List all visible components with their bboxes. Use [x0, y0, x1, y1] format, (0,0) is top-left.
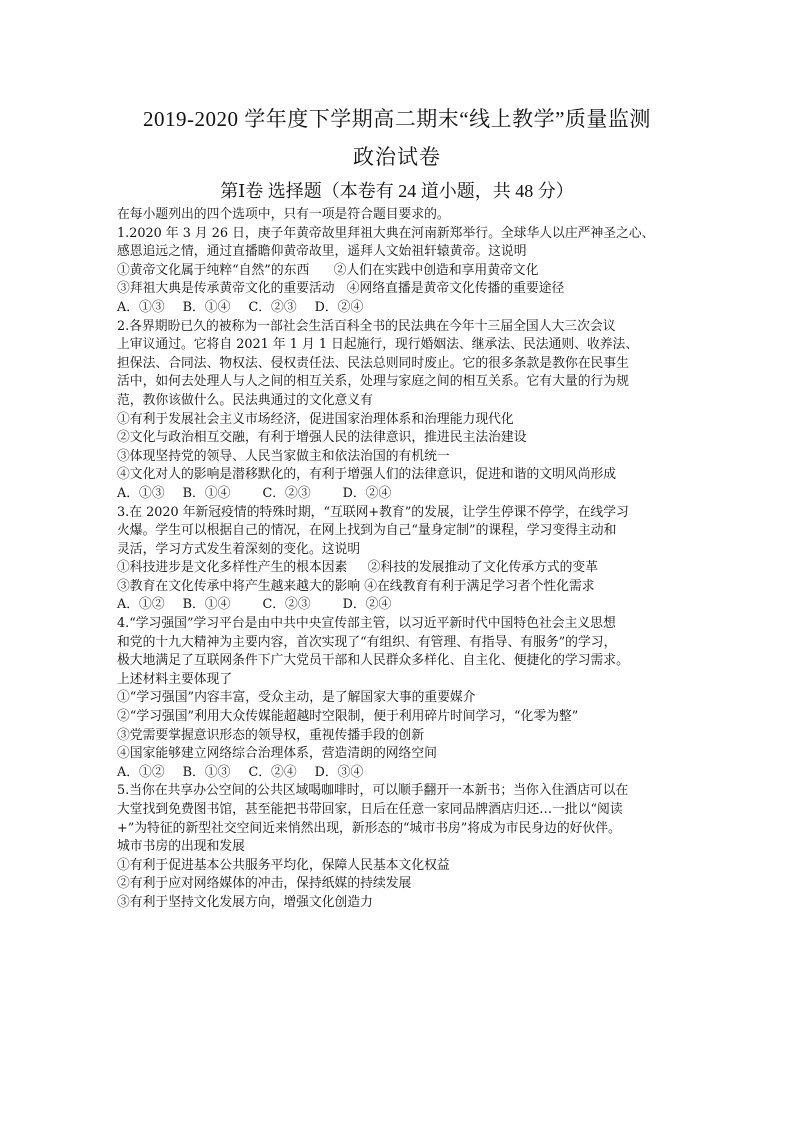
question-1-options-line: ①黄帝文化属于纯粹“自然”的东西 ②人们在实践中创造和享用黄帝文化: [117, 262, 539, 278]
question-2-stem-line: 范，教你该做什么。民法典通过的文化意义有: [117, 392, 373, 408]
question-4: [117, 615, 682, 782]
answer-d: D．②④: [342, 597, 392, 613]
question-3-stem-line: 火爆。学生可以根据自己的情况，在网上找到为自己“量身定制”的课程，学习变得主动和: [117, 523, 617, 539]
question-4-stem-line: 4.“学习强国”学习平台是由中共中央宣传部主管，以习近平新时代中国特色社会主义思想: [117, 616, 616, 632]
subject-title: 政治试卷: [353, 145, 441, 169]
question-1-stem-line: 1.2020 年 3 月 26 日，庚子年黄帝故里拜祖大典在河南新郑举行。全球华人以庄严神圣之心、: [117, 225, 655, 241]
answer-c: C．②③: [262, 485, 311, 501]
question-2-option-1: ①有利于发展社会主义市场经济，促进国家治理体系和治理能力现代化: [117, 411, 514, 427]
answer-d: D．②④: [314, 299, 364, 315]
question-3: [117, 504, 682, 616]
question-2-stem-line: 上审议通过。它将自 2021 年 1 月 1 日起施行，现行婚姻法、继承法、民法通则、收养法、: [117, 337, 639, 353]
question-3-stem-line: 3.在 2020 年新冠疫情的特殊时期，“互联网+教育”的发展，让学生停课不停学，在线学习: [117, 504, 629, 520]
question-4-answers: [117, 764, 682, 783]
question-2-option-2: ②文化与政治相互交融，有利于增强人民的法律意识，推进民主法治建设: [117, 430, 527, 446]
question-4-option-3: ③党需要掌握意识形态的领导权，重视传播手段的创新: [117, 727, 425, 743]
question-2-stem-line: 担保法、合同法、物权法、侵权责任法、民法总则同时废止。它的很多条款是教你在民事生: [117, 355, 629, 371]
question-3-options-line: ①科技进步是文化多样性产生的根本因素 ②科技的发展推动了文化传承方式的变革: [117, 560, 599, 576]
question-3-answers: [117, 596, 682, 615]
question-5-option-2: ②有利于应对网络媒体的冲击，保持纸媒的持续发展: [117, 876, 412, 892]
question-5-stem-line: 大堂找到免费图书馆，甚至能把书带回家，日后在任意一家同品牌酒店归还…一批以“阅读: [117, 802, 623, 817]
question-5-option-1: ①有利于促进基本公共服务平均化，保障人民基本文化权益: [117, 857, 450, 873]
question-2-option-4: ④文化对人的影响是潜移默化的，有利于增强人们的法律意识，促进和谐的文明风尚形成: [117, 467, 617, 483]
question-5-stem-line: +”为特征的新型社交空间近来悄然出现，新形态的“城市书房”将成为市民身边的好伙伴。: [117, 820, 621, 836]
question-1-stem-line: 感恩追远之情，通过直播瞻仰黄帝故里，遥拜人文始祖轩辕黄帝。这说明: [117, 244, 527, 260]
answer-a: A．①③: [117, 299, 165, 315]
question-4-option-2: ②“学习强国”利用大众传媒能超越时空限制，便于利用碎片时间学习，“化零为整”: [117, 709, 579, 725]
question-5-stem-line: 5.当你在共享办公空间的公共区域喝咖啡时，可以顺手翻开一本新书；当你入住酒店可以在: [117, 783, 629, 799]
answer-b: B．①④: [182, 485, 231, 501]
question-3-options-line: ③教育在文化传承中将产生越来越大的影响 ④在线教育有利于满足学习者个性化需求: [117, 578, 595, 594]
question-4-stem-line: 和党的十九大精神为主要内容，首次实现了“有组织、有管理、有指导、有服务”的学习，: [117, 634, 617, 650]
question-4-stem-line: 极大地满足了互联网条件下广大党员干部和人民群众多样化、自主化、便捷化的学习需求。: [117, 653, 629, 669]
question-1-options-line: ③拜祖大典是传承黄帝文化的重要活动 ④网络直播是黄帝文化传播的重要途径: [117, 281, 565, 297]
instructions: 在每小题列出的四个选项中，只有一项是符合题目要求的。: [117, 207, 450, 222]
question-3-stem-line: 灵活，学习方式发生着深刻的变化。这说明: [117, 541, 361, 557]
answer-b: B．①③: [182, 764, 231, 780]
answer-c: C．②③: [248, 299, 297, 315]
question-2-option-3: ③体现坚持党的领导、人民当家做主和依法治国的有机统一: [117, 448, 450, 464]
question-2-stem-line: 2.各界期盼已久的被称为一部社会生活百科全书的民法典在今年十三届全国人大三次会议: [117, 318, 616, 334]
answer-d: D．②④: [342, 485, 392, 501]
answer-b: B．①④: [182, 299, 231, 315]
question-1: [117, 225, 682, 318]
question-5-option-3: ③有利于坚持文化发展方向，增强文化创造力: [117, 894, 373, 910]
question-2: [117, 318, 682, 504]
answer-a: A．①③: [117, 485, 165, 501]
question-2-answers: [117, 485, 682, 504]
question-5-stem-line: 城市书房的出现和发展: [117, 839, 245, 855]
question-4-stem-line: 上述材料主要体现了: [117, 671, 233, 687]
answer-a: A．①②: [117, 764, 165, 780]
question-body: [117, 206, 682, 913]
answer-c: C．②③: [262, 597, 311, 613]
question-5: [117, 782, 682, 912]
answer-c: C．②④: [248, 764, 297, 780]
answer-a: A．①②: [117, 597, 165, 613]
answer-d: D．③④: [314, 764, 364, 780]
question-1-answers: [117, 299, 682, 318]
question-4-option-1: ①“学习强国”内容丰富，受众主动，是了解国家大事的重要媒介: [117, 690, 476, 706]
question-2-stem-line: 活中，如何去处理人与人之间的相互关系，处理与家庭之间的相互关系。它有大量的行为规: [117, 374, 629, 390]
answer-b: B．①④: [182, 597, 231, 613]
question-4-option-4: ④国家能够建立网络综合治理体系，营造清朗的网络空间: [117, 746, 437, 762]
section-heading: 第Ⅰ卷 选择题（本卷有 24 道小题，共 48 分）: [220, 181, 574, 201]
exam-title: 2019-2020 学年度下学期高二期末“线上教学”质量监测: [143, 107, 651, 131]
